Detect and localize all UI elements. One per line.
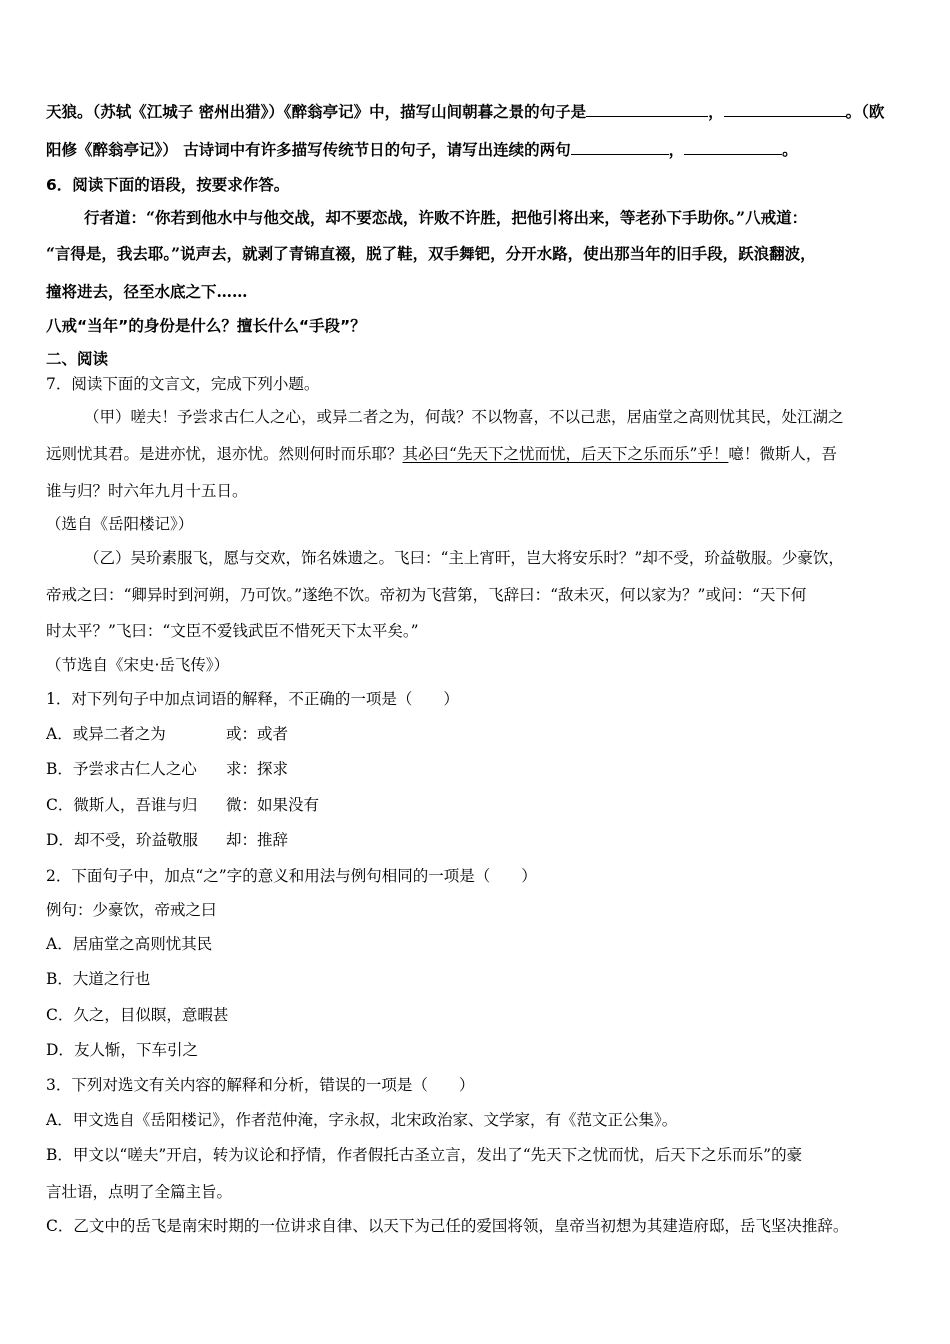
option-text: 大道之行也 (72, 970, 151, 988)
sub2-example: 例句：少豪饮，帝戒之曰 (46, 901, 217, 919)
section-heading: 二、阅读 (46, 350, 109, 368)
option-sentence: 却不受，玠益敬服 (73, 831, 198, 849)
q6-question: 八戒“当年”的身份是什么？擅长什么“手段”？ (46, 317, 366, 335)
yi-source: （节选自《宋史·岳飞传》） (46, 656, 230, 674)
option-label: B． (46, 760, 73, 778)
q6-passage-line-1: 行者道：“你若到他水中与他交战，却不要恋战，许败不许胜，把他引将出来，等老孙下手助你。”八戒道： (84, 208, 808, 227)
sub2-option-b[interactable] (46, 969, 150, 989)
option-sentence: 予尝求古仁人之心 (72, 760, 197, 778)
sub3-option-c[interactable]: C．乙文中的岳飞是南宋时期的一位讲求自律、以天下为己任的爱国将领，皇帝当初想为其建造府邸，岳飞坚决推辞。 (46, 1217, 849, 1235)
option-text: 友人惭，下车引之 (73, 1041, 198, 1059)
answer-blank[interactable] (571, 140, 669, 155)
sub1-option-c[interactable] (46, 795, 446, 815)
sub3-stem: 3．下列对选文有关内容的解释和分析，错误的一项是（ ） (46, 1076, 475, 1094)
option-text: 久之，目似瞑，意暇甚 (73, 1006, 229, 1024)
option-gloss: 却：推辞 (226, 831, 289, 849)
q5-text-1: 天狼。（苏轼《江城子 密州出猎》）《醉翁亭记》中，描写山间朝暮之景的句子是 (46, 103, 587, 121)
sub1-stem: 1．对下列句子中加点词语的解释，不正确的一项是（ ） (46, 690, 459, 708)
sub3-option-a[interactable]: A．甲文选自《岳阳楼记》，作者范仲淹，字永叔，北宋政治家、文学家，有《范文正公集》。 (46, 1111, 678, 1129)
q6-passage-line-2: “言得是，我去耶。”说声去，就剥了青锦直裰，脱了鞋，双手舞钯，分开水路，使出那当年的旧手段，跃浪翻波， (46, 244, 816, 263)
sub2-option-c[interactable] (46, 1005, 228, 1025)
answer-blank[interactable] (724, 102, 846, 117)
sub2-option-a[interactable] (46, 934, 212, 954)
jia-line-2 (46, 444, 837, 464)
option-sentence: 微斯人，吾谁与归 (73, 796, 198, 814)
underlined-sentence: 其必曰“先天下之忧而忧，后天下之乐而乐”乎！ (402, 445, 729, 463)
jia-line-3: 谁与归？时六年九月十五日。 (46, 482, 248, 500)
option-label: C． (46, 1006, 74, 1024)
yi-line-1: （乙）吴玠素服飞，愿与交欢，饰名姝遗之。飞曰：“主上宵旰，岂大将安乐时？”却不受，玠益敬服。少豪饮， (84, 549, 844, 567)
jia-source: （选自《岳阳楼记》） (46, 515, 194, 533)
option-gloss: 微：如果没有 (226, 796, 320, 814)
option-label: A． (46, 935, 73, 953)
yi-line-3: 时太平？”飞曰：“文臣不爱钱武臣不惜死天下太平矣。” (46, 622, 419, 640)
q6-passage-line-3: 撞将进去，径至水底之下…… (46, 282, 248, 301)
option-label: D． (46, 1041, 74, 1059)
separator: ， (668, 141, 685, 159)
option-gloss: 求：探求 (226, 760, 289, 778)
jia-line-2-post: 噫！微斯人，吾 (728, 445, 837, 463)
q5-line-1 (46, 102, 884, 122)
option-gloss: 或：或者 (226, 725, 289, 743)
sub1-option-b[interactable] (46, 759, 446, 779)
sub3-option-b-line-1[interactable]: B．甲文以“嗟夫”开启，转为议论和抒情，作者假托古圣立言，发出了“先天下之忧而忧，后天下之乐而乐”的豪 (46, 1146, 803, 1164)
q7-title: 7．阅读下面的文言文，完成下列小题。 (46, 375, 320, 393)
sub1-option-d[interactable] (46, 830, 446, 850)
q5-text-2: 阳修《醉翁亭记》） 古诗词中有许多描写传统节日的句子，请写出连续的两句 (46, 141, 571, 159)
jia-line-2-pre: 远则忧其君。是进亦忧，退亦忧。然则何时而乐耶？ (46, 445, 403, 463)
option-label: D． (46, 831, 74, 849)
answer-blank[interactable] (684, 140, 782, 155)
q5-text-2-end: 。 (782, 141, 798, 159)
sub2-stem: 2．下面句子中，加点“之”字的意义和用法与例句相同的一项是（ ） (46, 867, 537, 885)
separator: ， (708, 103, 724, 121)
option-label: A． (46, 725, 73, 743)
option-sentence: 或异二者之为 (72, 725, 166, 743)
q6-title: 6．阅读下面的语段，按要求作答。 (46, 176, 290, 194)
q5-line-2 (46, 140, 798, 160)
option-text: 居庙堂之高则忧其民 (72, 935, 213, 953)
option-label: C． (46, 796, 74, 814)
option-label: B． (46, 970, 73, 988)
sub3-option-b-line-2: 言壮语，点明了全篇主旨。 (46, 1183, 233, 1201)
jia-line-1: （甲）嗟夫！予尝求古仁人之心，或异二者之为，何哉？不以物喜，不以己悲，居庙堂之高则忧其民，处江湖之 (84, 408, 844, 426)
yi-line-2: 帝戒之曰：“卿异时到河朔，乃可饮。”遂绝不饮。帝初为飞营第，飞辞曰：“敌未灭，何以家为？”或问：“天下何 (46, 586, 807, 604)
sub1-option-a[interactable] (46, 724, 446, 744)
q5-text-1-end: 。（欧 (845, 103, 885, 121)
answer-blank[interactable] (586, 102, 708, 117)
sub2-option-d[interactable] (46, 1040, 198, 1060)
